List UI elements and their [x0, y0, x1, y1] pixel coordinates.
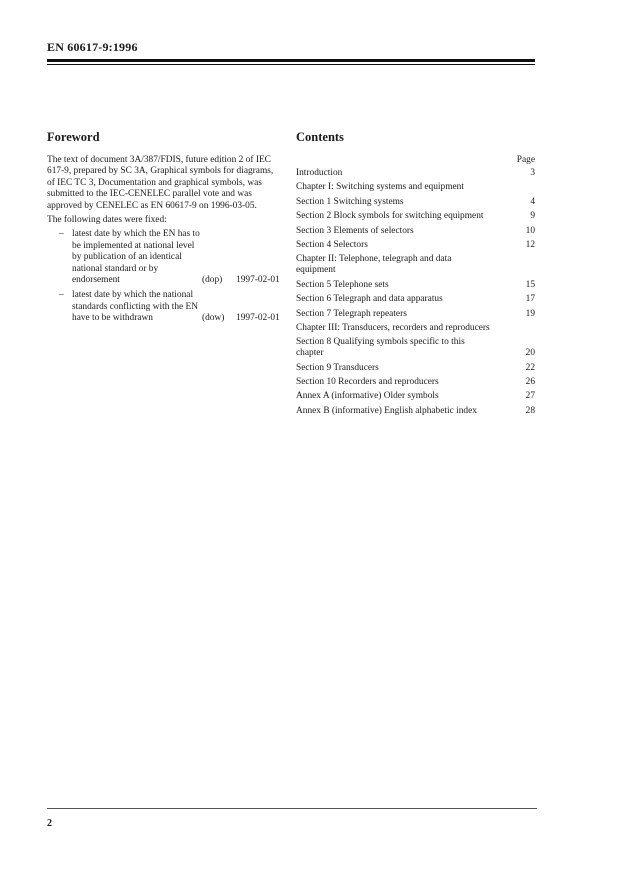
contents-entry: [296, 323, 535, 334]
contents-entry-title: Section 8 Qualifying symbols specific to this chapter: [296, 337, 465, 359]
date-item-dow: [47, 290, 283, 324]
contents-entry: [296, 294, 535, 305]
contents-entry: [296, 337, 535, 359]
contents-entry: [296, 363, 535, 374]
contents-entry: [296, 211, 535, 222]
date-item-date: 1997-02-01: [236, 313, 280, 324]
contents-heading: Contents: [296, 130, 344, 144]
foreword-dates-list: [47, 229, 283, 324]
contents-entry-page: 19: [525, 308, 535, 319]
contents-entries: [296, 168, 535, 417]
contents-entry-title: Chapter III: Transducers, recorders and reproducers: [296, 322, 490, 333]
dash-bullet: –: [59, 229, 64, 240]
contents-entry: [296, 197, 535, 208]
contents-entry-title: Section 9 Transducers: [296, 362, 379, 373]
contents-entry-title: Section 2 Block symbols for switching equipment: [296, 211, 484, 222]
contents-entry-page: 17: [525, 294, 535, 305]
contents-entry-title: Section 6 Telegraph and data apparatus: [296, 294, 443, 305]
contents-page-label: Page: [516, 155, 535, 165]
contents-entry: [296, 240, 535, 251]
contents-entry-page: 27: [525, 391, 535, 402]
contents-entry: [296, 406, 535, 417]
contents-entry-page: 28: [525, 405, 535, 416]
contents-table: [296, 155, 535, 420]
date-item-abbr: (dop): [202, 275, 223, 286]
foreword-body: [47, 155, 283, 329]
date-item-text: latest date by which the national standards conflicting with the EN have to be withdrawn: [72, 290, 199, 324]
header-rule-thick: [47, 59, 535, 62]
foreword-dates-intro: The following dates were fixed:: [47, 215, 167, 226]
contents-entry-page: 26: [525, 377, 535, 388]
contents-entry-title: Section 1 Switching systems: [296, 196, 404, 207]
contents-entry: [296, 377, 535, 388]
contents-entry-page: 22: [525, 362, 535, 373]
contents-entry: [296, 391, 535, 402]
contents-entry-title: Introduction: [296, 168, 343, 178]
contents-entry-title: Annex A (informative) Older symbols: [296, 391, 439, 402]
document-header-title: EN 60617-9:1996: [47, 40, 138, 54]
contents-entry-title: Section 3 Elements of selectors: [296, 225, 414, 236]
date-item-abbr: (dow): [202, 313, 225, 324]
page-number: 2: [47, 818, 52, 829]
foreword-heading: Foreword: [47, 130, 100, 144]
contents-entry-page: 15: [525, 279, 535, 290]
date-item-text: latest date by which the EN has to be implemented at national level by publication of an identical national standard or by endorsement: [72, 229, 200, 286]
contents-entry-page: 10: [525, 225, 535, 236]
header-rule-thin: [47, 64, 535, 65]
contents-entry-page: 20: [525, 348, 535, 359]
contents-entry-title: Annex B (informative) English alphabetic index: [296, 405, 477, 416]
contents-entry-page: 4: [530, 196, 535, 207]
contents-entry-title: Section 4 Selectors: [296, 239, 368, 250]
footer-rule: [47, 808, 537, 809]
contents-entry-page: 3: [530, 168, 535, 178]
contents-entry: [296, 254, 535, 276]
contents-entry-title: Chapter I: Switching systems and equipment: [296, 182, 464, 193]
contents-entry: [296, 226, 535, 237]
contents-entry-title: Chapter II: Telephone, telegraph and data equipment: [296, 254, 452, 276]
contents-entry: [296, 168, 535, 179]
dash-bullet: –: [59, 290, 64, 301]
date-item-dop: [47, 229, 283, 286]
contents-entry: [296, 182, 535, 193]
contents-entry-title: Section 7 Telegraph repeaters: [296, 308, 407, 319]
contents-entry-page: 9: [530, 211, 535, 222]
contents-entry-page: 12: [525, 239, 535, 250]
foreword-paragraph: The text of document 3A/387/FDIS, future edition 2 of IEC 617-9, prepared by SC 3A, Graphical symbols for diagrams, of IEC TC 3, Documentation and graphical symbols, was submitted to the IEC-CENELEC parallel vote and was approved by CENELEC as EN 60617-9 on 1996-03-05.: [47, 155, 274, 211]
contents-entry: [296, 280, 535, 291]
date-item-date: 1997-02-01: [236, 275, 280, 286]
contents-entry-title: Section 5 Telephone sets: [296, 279, 389, 290]
contents-entry: [296, 309, 535, 320]
contents-entry-title: Section 10 Recorders and reproducers: [296, 377, 439, 388]
